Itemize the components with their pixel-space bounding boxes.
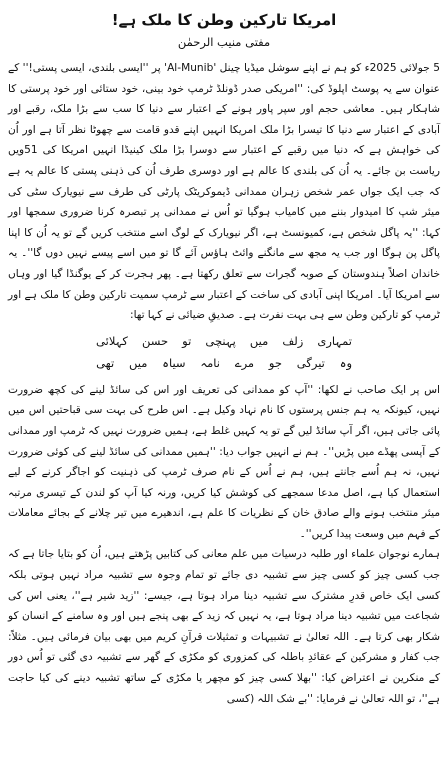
poem-word: تمہاری <box>317 333 352 348</box>
poem-word: تیرگی <box>296 355 325 370</box>
poem-verse-2 <box>8 352 440 374</box>
poem-word: جو <box>268 355 282 370</box>
paragraph-3: ہمارے نوجوان علماء اور طلبہ درسیات میں علم معانی کی کتابیں پڑھتے ہیں، اُن کو بتایا جاتا ہے کہ جب کسی چیز کو کسی چیز سے تشبیہ دی جائے تو تمام وجوہ سے تشبیہ مراد نہیں ہوتی بلکہ کسی ایک خاص قدرِ مشترک سے تشبیہ دینا مراد ہوتا ہے، جیسے: ''زید شیر ہے''، یعنی اس کی شجاعت میں تشبیہ دینا مراد ہوتا ہے، یہ نہیں کہ زید کے بھی پنجے ہیں اور وہ سامنے کے انسان کو شکار بھی کرتا ہے۔ اللہ تعالیٰ نے تشبیہات و تمثیلات قرآنِ کریم میں بھی بیان فرمائی ہیں۔ مثلاً: جب کفار و مشرکین کے عقائدِ باطلہ کی کمزوری کو مکڑی کے گھر سے تشبیہ دی گئی تو اُس دور کے منکرین نے اعتراض کیا: ''بھلا کسی چیز کو مچھر یا مکڑی کے ساتھ تشبیہ دینے کی کیا حاجت ہے''، تو اللہ تعالیٰ نے فرمایا: ''بے شک اللہ (کسی <box>8 548 440 705</box>
poem-word: نامہ <box>200 355 220 370</box>
poem-word: زلف <box>282 333 304 348</box>
poem-word: میں <box>249 333 269 348</box>
poem-word: کہلائی <box>96 333 128 348</box>
poem-verse-1 <box>8 330 440 352</box>
paragraph-2: اس پر ایک صاحب نے لکھا: ''آپ کو ممدانی کی تعریف اور اس کی سائڈ لینے کی کچھ ضرورت نہیں، کیونکہ یہ ہم جنس پرستوں کا نام نہاد وکیل ہے۔ اس طرح کی بہت سی قباحتیں اس میں پائی جاتی ہیں، اگر آپ سائڈ لیں گے تو یہ کہیں غلط ہے، ہمیں ضرورت نہیں کہ ٹرمپ اور ممدانی کے آپسی پھڈے میں پڑیں''۔ ہم نے انہیں جواب دیا: ''ہمیں ممدانی کی سائڈ لینے کی کوئی ضرورت نہیں، نہ ہم اُسے جانتے ہیں، ہم نے اُس کے نام صرف ٹرمپ کی ذہنیت کو اجاگر کرنے کے لیے استعمال کیا ہے، اصل مدعا سمجھے کی کوشش کیا کریں، ورنہ کیا آپ کو لندن کے تیسری مرتبہ میئر منتخب ہونے والے صادق خان کے نظریات کا علم ہے، اندھیرے میں تیر چلانے کے بجائے معاملات کے فہم میں وسعت پیدا کریں''۔ <box>8 383 440 540</box>
poem-word: وہ <box>339 355 352 370</box>
poem-word: میں <box>128 355 148 370</box>
article-author: مفتی منیب الرحمٰن <box>177 35 271 49</box>
article-title: امریکا تارکین وطن کا ملک ہے! <box>111 11 337 29</box>
poem-word: تھی <box>96 355 115 370</box>
poem-couplet <box>8 330 440 374</box>
poem-word: پہنچی <box>205 333 236 348</box>
poem-word: مرے <box>234 355 255 370</box>
paragraph-1: 5 جولائی 2025ء کو ہم نے اپنے سوشل میڈیا چینل 'Al-Munib' پر ''ایسی بلندی، ایسی پستی!'' کے عنوان سے یہ پوسٹ اپلوڈ کی: ''امریکی صدر ڈونلڈ ٹرمپ خود بینی، خود ستائی اور خود پرستی کا شاہکار ہیں۔ معاشی حجم اور سپر پاور ہونے کے اعتبار سے دنیا کا سب سے بڑا ملک، رقبے اور آبادی کے اعتبار سے دنیا کا تیسرا بڑا ملک امریکا انہیں اپنے قدو قامت سے چھوٹا نظر آتا ہے اور اُن کی خواہش ہے کہ دنیا میں رقبے کے اعتبار سے دوسرا بڑا ملک کینیڈا انہیں امریکا کی 51ویں ریاست بن جائے۔ یہ اُن کی بلندی کا عالم ہے اور دوسری طرف اُن کی ذہنی پستی کا عالم یہ ہے کہ جب ایک جواں عمر شخص زہران ممدانی ڈیموکریٹک پارٹی کی طرف سے نیویارک سٹی کی میئر شپ کا امیدوار بننے میں کامیاب ہوگیا تو اُس نے ممدانی پر تبصرہ کرنا ضروری سمجھا اور کہا: ''یہ پاگل شخص ہے، کمیونسٹ ہے، اگر نیویارک کے لوگ اسے منتخب کریں گے تو یہ اُن کا اپنا پاگل پن ہوگا اور جب یہ مجھ سے مانگنے وائٹ ہاؤس آئے گا تو میں اسے پیسے نہیں دوں گا''۔ یہ خاندان اصلاً ہندوستان کے صوبہ گجرات سے تعلق رکھتا ہے۔ پھر ہجرت کر کے یوگنڈا گیا اور وہاں سے امریکا آیا۔ امریکا اپنی آبادی کی ساخت کے اعتبار سے ٹرمپ سمیت تارکین وطن کا ملک ہے اور ٹرمپ کو تارکین وطن سے ہی بہت نفرت ہے۔ صدیقِ ضیائی نے کہا تھا: <box>8 62 440 322</box>
poem-word: سیاہ <box>162 355 186 370</box>
poem-word: حسن <box>141 333 169 348</box>
poem-word: تو <box>182 333 192 348</box>
